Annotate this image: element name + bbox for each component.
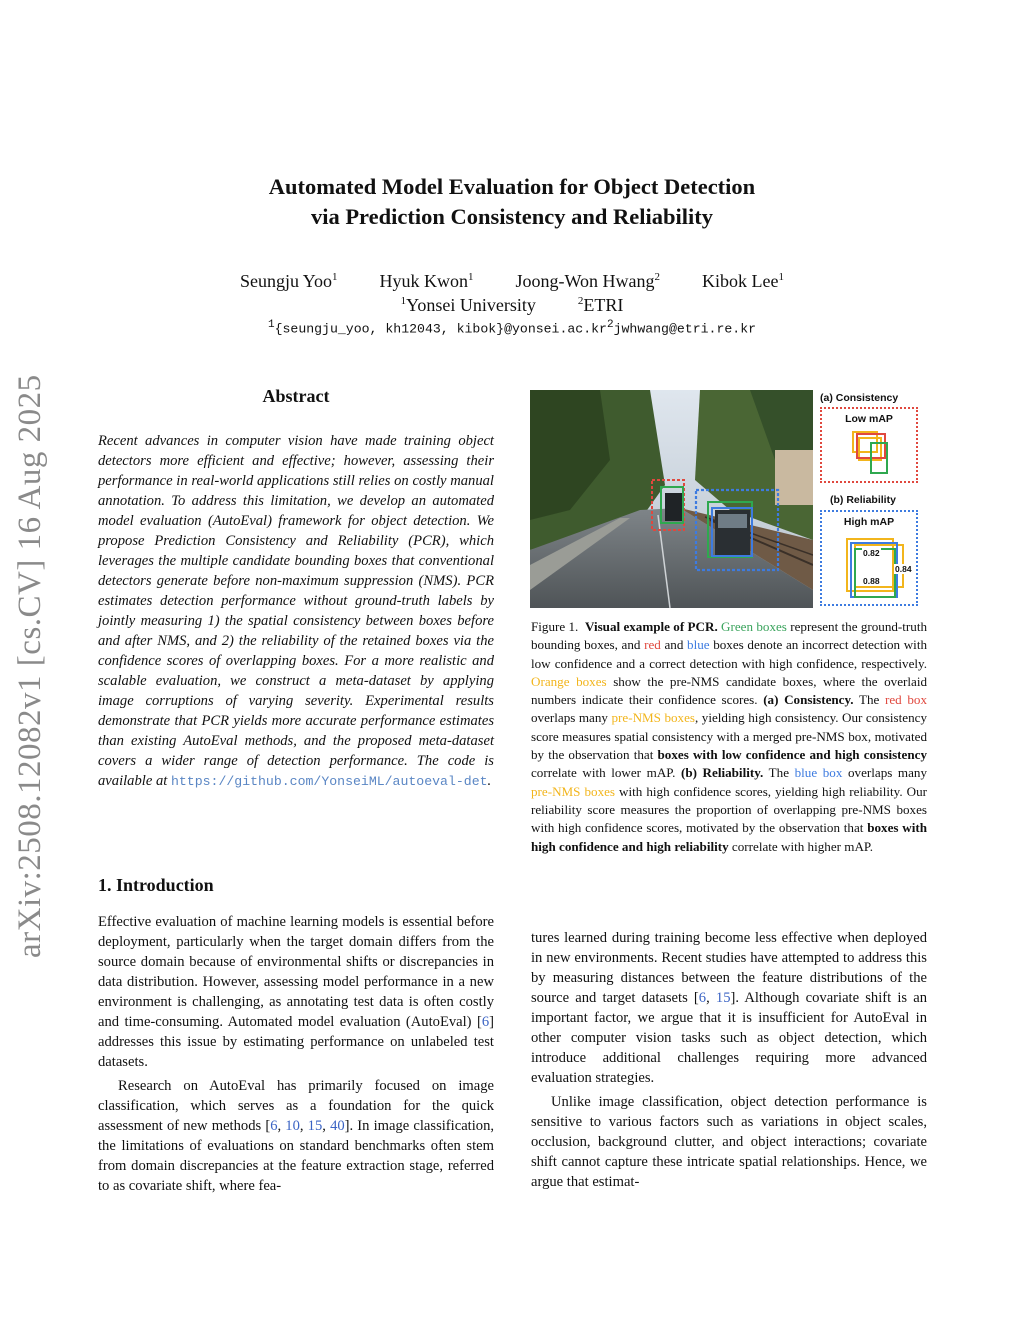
panel-b-box	[820, 510, 918, 606]
figure-caption	[531, 618, 927, 856]
arxiv-identifier: arXiv:2508.12082v1 [cs.CV] 16 Aug 2025	[12, 374, 48, 958]
caption-text: with high confidence scores, yielding high reliability. Our reliability score measures the proportion of overlapping pre-NMS boxes with high confidence scores, motivated by the observation that	[531, 783, 928, 836]
panel-b-title: (b) Reliability	[830, 494, 896, 506]
caption-reliability-label: (b) Reliability.	[680, 765, 764, 781]
author-affiliation-mark: 2	[654, 271, 661, 283]
abstract-body	[98, 431, 494, 792]
caption-orange-term: Orange boxes	[531, 673, 607, 689]
caption-orange-term: pre-NMS boxes	[531, 783, 616, 799]
caption-consistency-label: (a) Consistency.	[763, 692, 854, 708]
caption-red-term: red box	[885, 692, 928, 708]
intro-paragraph: tures learned during training become less effective when deployed in new environments. Recent studies have attempted to address this by measuring distances between the feature distributions of the source and target datasets [6, 15]. Although covariate shift is an important factor, we argue that it is insufficient for AutoEval in other computer vision tasks such as object detection, which introduce additional challenges requiring more advanced evaluation strategies.	[531, 930, 927, 1086]
caption-blue-term: blue	[687, 637, 710, 653]
affiliation-list	[0, 295, 1024, 316]
intro-paragraph: Unlike image classification, object detection performance is sensitive to various factors such as variations in object scales, occlusion, background clutter, and object interactions; covariate shift cannot capture these intricate spatial relationships. Hence, we argue that estimat-	[531, 1094, 927, 1190]
author-name: Seungju Yoo	[239, 271, 332, 291]
affiliation-number: 1	[400, 295, 407, 307]
paragraph-text: ]. Although covariate shift is an important factor, we argue that it is insufficient for AutoEval in other computer vision tasks such as object detection, which introduce additional challenges requiring more advanced evaluation strategies.	[531, 990, 927, 1086]
citation-link[interactable]: 10	[285, 1118, 300, 1134]
author-name: Joong-Won Hwang	[515, 271, 655, 291]
paragraph-text: ]. In image classification, the limitations of evaluations on standard benchmarks often stem from domain discrepancies at the feature extraction stage, referred to as covariate shift, where fea-	[98, 1118, 495, 1194]
paragraph-text: Effective evaluation of machine learning models is essential before deployment, particularly when the target domain differs from the source domain because of environmental shifts or discrepancies in data distribution. However, assessing model performance in a new environment is challenging, as annotating test data is often costly and time-consuming. Automated model evaluation (AutoEval) [	[98, 914, 494, 1030]
caption-green-term: Green boxes	[721, 619, 787, 634]
panel-b-label: High mAP	[843, 516, 895, 528]
author-name: Hyuk Kwon	[379, 271, 468, 291]
panel-a-box	[820, 407, 918, 483]
email-list	[0, 319, 1024, 336]
caption-text: and	[660, 637, 688, 653]
caption-text: represent the ground-truth bounding boxes, and	[531, 619, 928, 653]
caption-text: boxes denote an incorrect detection with low confidence and a correct detection with high confidence, respectively.	[531, 637, 928, 671]
panel-a-label: Low mAP	[845, 413, 893, 425]
caption-orange-term: pre-NMS boxes	[611, 710, 696, 726]
confidence-score: 0.82	[863, 548, 880, 558]
title-line-2: via Prediction Consistency and Reliability	[310, 204, 714, 229]
intro-paragraph: Research on AutoEval has primarily focused on image classification, which serves as a foundation for the quick assessment of new methods [6, 10, 15, 40]. In image classification, the limitations of evaluations on standard benchmarks often stem from domain discrepancies at the feature extraction stage, referred to as covariate shift, where fea-	[98, 1078, 495, 1194]
abstract-end: .	[487, 773, 492, 789]
citation-link[interactable]: 15	[307, 1118, 323, 1134]
ground-truth-box	[870, 442, 888, 474]
author-affiliation-mark: 1	[332, 271, 338, 283]
affiliation-number: 2	[577, 295, 584, 307]
email-address: jwhwang@etri.re.kr	[613, 321, 757, 337]
citation-link[interactable]: 40	[330, 1118, 345, 1134]
caption-text: correlate with higher mAP.	[728, 838, 874, 854]
citation-link[interactable]: 6	[698, 990, 707, 1006]
intro-paragraph	[98, 912, 494, 1072]
caption-bold-claim: boxes with high confidence and high reliability	[531, 820, 928, 854]
street-scene-photo	[530, 390, 813, 608]
citation-link[interactable]: 6	[481, 1014, 490, 1030]
caption-text: overlaps many	[842, 765, 928, 781]
citation-link[interactable]: 15	[715, 990, 731, 1006]
email-address: {seungju_yoo, kh12043, kibok}@yonsei.ac.kr	[274, 321, 607, 337]
caption-bold-claim: boxes with low confidence and high consistency	[657, 747, 927, 763]
caption-text: overlaps many	[531, 710, 612, 726]
panel-a-title: (a) Consistency	[820, 392, 899, 404]
caption-prefix: Figure 1.	[531, 619, 579, 634]
affiliation-name: ETRI	[583, 295, 624, 315]
affiliation-name: Yonsei University	[406, 295, 536, 315]
author-affiliation-mark: 1	[778, 271, 785, 283]
caption-text: correlate with lower mAP.	[531, 765, 681, 781]
email-affiliation-mark: 2	[606, 319, 614, 331]
abstract-text: Recent advances in computer vision have made training object detectors more efficient and effective; however, assessing their performance in real-world applications still relies on costly manual annotation. To address this limitation, we develop an automated model evaluation (AutoEval) framework for object detection. We propose Prediction Consistency and Reliability (PCR), which leverages the multiple candidate bounding boxes that conventional detectors generate before non-maximum suppression (NMS). PCR estimates detection performance without ground-truth labels by jointly measuring 1) the spatial consistency between boxes before and after NMS, and 2) the reliability of the retained boxes via the confidence scores of overlapping boxes. For a more realistic and scalable evaluation, we construct a meta-dataset by applying image corruptions of varying severity. Experimental results demonstrate that PCR yields more accurate performance estimates than existing AutoEval methods, and the proposed meta-dataset covers a wider range of detection performance. The code is available at	[98, 433, 494, 789]
figure-1	[530, 388, 928, 610]
caption-text: The	[763, 765, 795, 781]
introduction-left-column	[98, 912, 494, 1196]
caption-title: Visual example of PCR.	[584, 619, 718, 634]
author-list	[0, 271, 1024, 292]
author-name: Kibok Lee	[702, 271, 779, 291]
citation-link[interactable]: 6	[270, 1118, 278, 1134]
author-affiliation-mark: 1	[468, 271, 474, 283]
paper-title	[0, 172, 1024, 232]
caption-blue-term: blue box	[794, 765, 843, 781]
code-link[interactable]: https://github.com/YonseiML/autoeval-det	[170, 774, 488, 789]
introduction-right-column	[531, 928, 927, 1192]
confidence-score: 0.88	[863, 576, 880, 586]
email-affiliation-mark: 1	[267, 319, 275, 331]
abstract-heading: Abstract	[262, 386, 330, 406]
introduction-heading: 1. Introduction	[98, 875, 214, 895]
caption-text: The	[853, 692, 885, 708]
paragraph-text: tures learned during training become less effective when deployed in new environments. Recent studies have attempted to address this by measuring distances between the feature distributions of the source and target datasets [	[531, 930, 927, 1006]
confidence-score: 0.84	[895, 564, 912, 574]
caption-text: show the pre-NMS candidate boxes, where the overlaid numbers indicate their confidence scores.	[531, 673, 928, 708]
paragraph-text: Research on AutoEval has primarily focused on image classification, which serves as a foundation for the quick assessment of new methods [	[98, 1078, 494, 1134]
paragraph-text: ] addresses this issue by estimating performance on unlabeled test datasets.	[98, 1014, 494, 1070]
caption-red-term: red	[644, 637, 661, 653]
title-line-1: Automated Model Evaluation for Object Detection	[268, 174, 756, 199]
caption-text: , yielding high consistency. Our consistency score measures spatial consistency with a merged pre-NMS box, motivated by the observation that	[531, 710, 928, 763]
